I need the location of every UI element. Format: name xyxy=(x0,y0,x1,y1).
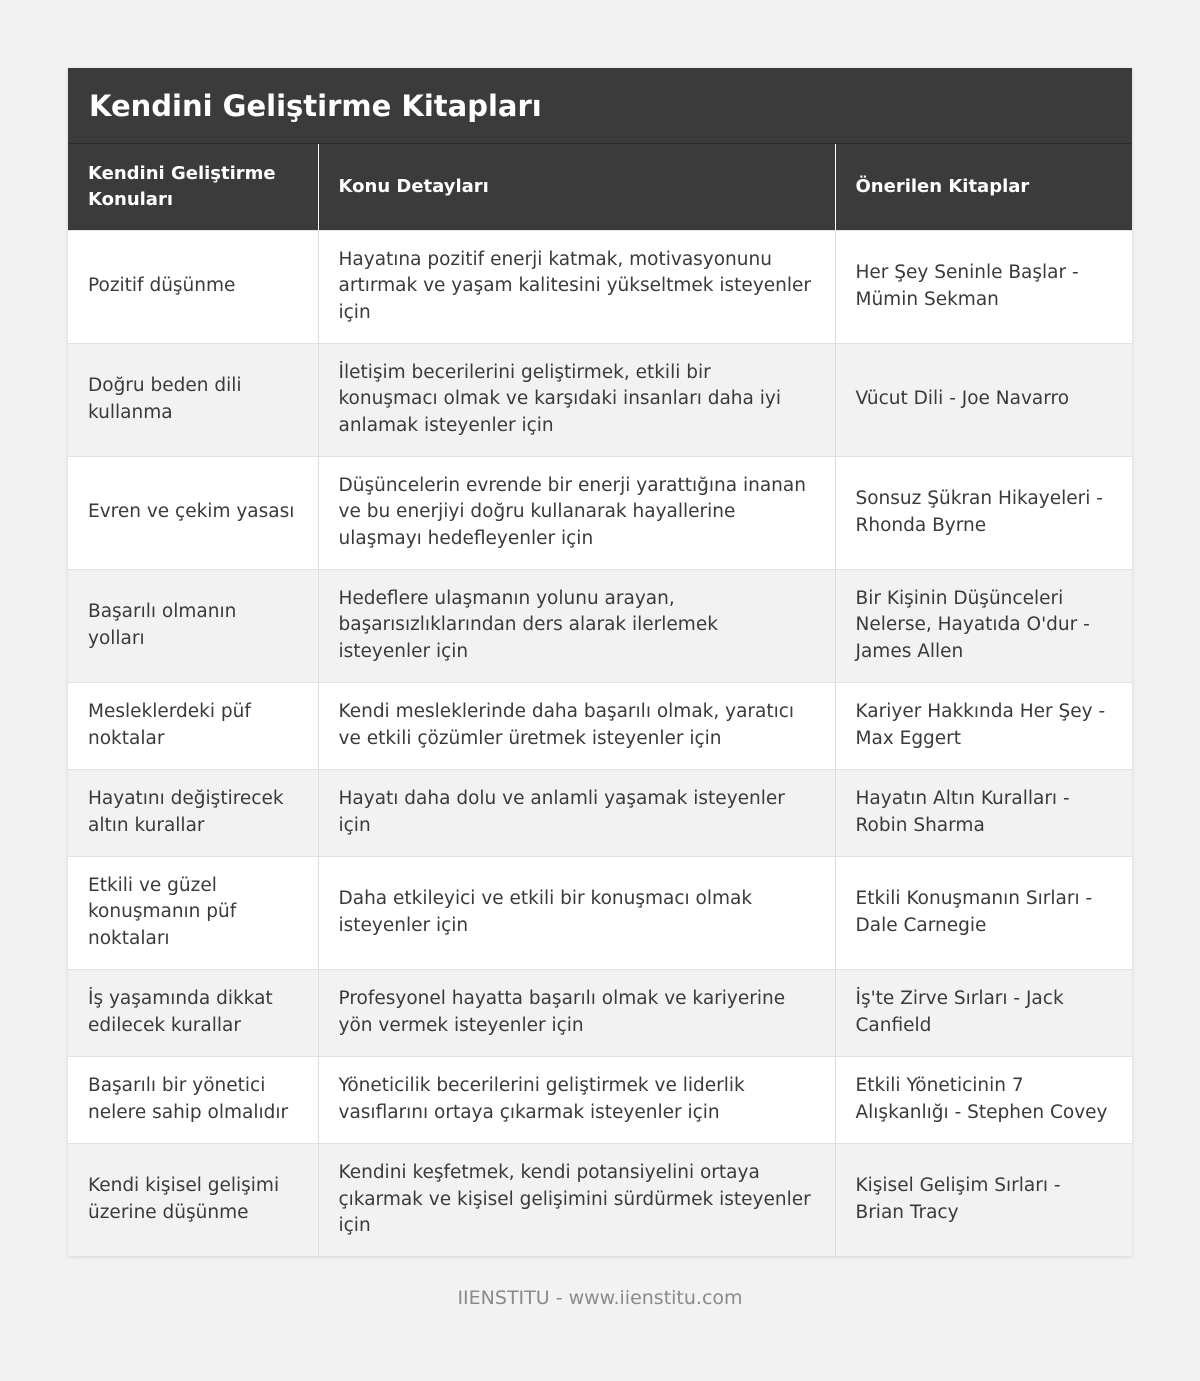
book-cell: Etkili Yöneticinin 7 Alışkanlığı - Stephen Covey xyxy=(835,1056,1132,1143)
book-cell: Kişisel Gelişim Sırları - Brian Tracy xyxy=(835,1143,1132,1256)
books-table-card xyxy=(68,68,1132,1256)
book-cell: Bir Kişinin Düşünceleri Nelerse, Hayatıda O'dur - James Allen xyxy=(835,569,1132,682)
topic-cell: Kendi kişisel gelişimi üzerine düşünme xyxy=(68,1143,318,1256)
books-table xyxy=(68,144,1132,1256)
topic-cell: Mesleklerdeki püf noktalar xyxy=(68,682,318,769)
topic-cell: Etkili ve güzel konuşmanın püf noktaları xyxy=(68,856,318,969)
topic-cell: İş yaşamında dikkat edilecek kurallar xyxy=(68,969,318,1056)
details-cell: Daha etkileyici ve etkili bir konuşmacı olmak isteyenler için xyxy=(318,856,835,969)
column-header-details: Konu Detayları xyxy=(318,144,835,230)
details-cell: Kendi mesleklerinde daha başarılı olmak, yaratıcı ve etkili çözümler üretmek isteyenler için xyxy=(318,682,835,769)
footer-credit: IIENSTITU - www.iienstitu.com xyxy=(457,1287,743,1309)
table-row xyxy=(68,456,1132,569)
table-row xyxy=(68,856,1132,969)
book-cell: Etkili Konuşmanın Sırları - Dale Carnegie xyxy=(835,856,1132,969)
topic-cell: Başarılı olmanın yolları xyxy=(68,569,318,682)
details-cell: Hayatı daha dolu ve anlamli yaşamak isteyenler için xyxy=(318,769,835,856)
column-header-topic: Kendini Geliştirme Konuları xyxy=(68,144,318,230)
table-title: Kendini Geliştirme Kitapları xyxy=(68,68,1132,144)
topic-cell: Evren ve çekim yasası xyxy=(68,456,318,569)
details-cell: Profesyonel hayatta başarılı olmak ve kariyerine yön vermek isteyenler için xyxy=(318,969,835,1056)
table-row xyxy=(68,1143,1132,1256)
book-cell: Her Şey Seninle Başlar - Mümin Sekman xyxy=(835,230,1132,343)
table-row xyxy=(68,1056,1132,1143)
details-cell: Yöneticilik becerilerini geliştirmek ve liderlik vasıflarını ortaya çıkarmak isteyenler için xyxy=(318,1056,835,1143)
book-cell: Hayatın Altın Kuralları - Robin Sharma xyxy=(835,769,1132,856)
topic-cell: Pozitif düşünme xyxy=(68,230,318,343)
book-cell: Kariyer Hakkında Her Şey - Max Eggert xyxy=(835,682,1132,769)
details-cell: İletişim becerilerini geliştirmek, etkili bir konuşmacı olmak ve karşıdaki insanları daha iyi anlamak isteyenler için xyxy=(318,343,835,456)
table-row xyxy=(68,343,1132,456)
topic-cell: Başarılı bir yönetici nelere sahip olmalıdır xyxy=(68,1056,318,1143)
table-header-row xyxy=(68,144,1132,230)
book-cell: Sonsuz Şükran Hikayeleri - Rhonda Byrne xyxy=(835,456,1132,569)
table-row xyxy=(68,969,1132,1056)
details-cell: Hedeflere ulaşmanın yolunu arayan, başarısızlıklarından ders alarak ilerlemek isteyenler için xyxy=(318,569,835,682)
details-cell: Hayatına pozitif enerji katmak, motivasyonunu artırmak ve yaşam kalitesini yükseltmek isteyenler için xyxy=(318,230,835,343)
column-header-book: Önerilen Kitaplar xyxy=(835,144,1132,230)
table-row xyxy=(68,569,1132,682)
book-cell: Vücut Dili - Joe Navarro xyxy=(835,343,1132,456)
details-cell: Kendini keşfetmek, kendi potansiyelini ortaya çıkarmak ve kişisel gelişimini sürdürmek isteyenler için xyxy=(318,1143,835,1256)
topic-cell: Doğru beden dili kullanma xyxy=(68,343,318,456)
table-row xyxy=(68,769,1132,856)
book-cell: İş'te Zirve Sırları - Jack Canfield xyxy=(835,969,1132,1056)
table-row xyxy=(68,230,1132,343)
table-row xyxy=(68,682,1132,769)
details-cell: Düşüncelerin evrende bir enerji yarattığına inanan ve bu enerjiyi doğru kullanarak hayallerine ulaşmayı hedefleyenler için xyxy=(318,456,835,569)
topic-cell: Hayatını değiştirecek altın kurallar xyxy=(68,769,318,856)
